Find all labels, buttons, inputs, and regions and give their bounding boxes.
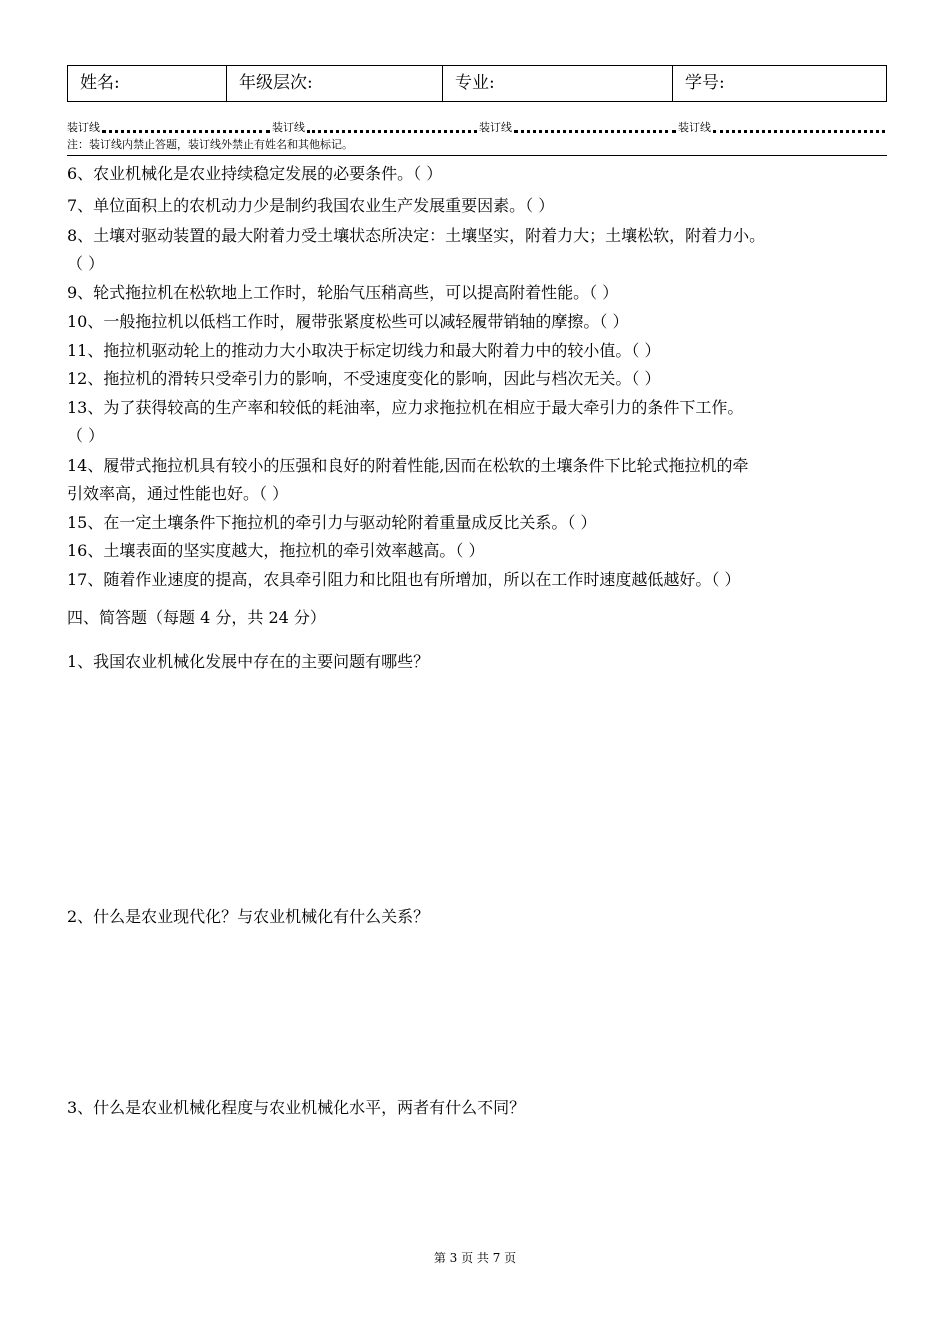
question-14: 14、履带式拖拉机具有较小的压强和良好的附着性能,因而在松软的土壤条件下比轮式拖拉机的牵 — [67, 456, 749, 475]
student-id-field-label: 学号: — [685, 73, 725, 93]
short-answer-2: 2、什么是农业现代化？与农业机械化有什么关系？ — [67, 907, 430, 926]
question-10: 10、一般拖拉机以低档工作时，履带张紧度松些可以减轻履带销轴的摩擦。（ ） — [67, 312, 629, 331]
question-14-cont: 引效率高，通过性能也好。（ ） — [67, 484, 289, 503]
question-8: 8、土壤对驱动装置的最大附着力受土壤状态所决定：土壤坚实，附着力大；土壤松软，附着力小。 — [67, 226, 766, 245]
binding-label-2: 装订线 — [272, 121, 305, 134]
binding-label-3: 装订线 — [479, 121, 512, 134]
short-answer-1: 1、我国农业机械化发展中存在的主要问题有哪些？ — [67, 652, 430, 671]
question-16: 16、土壤表面的坚实度越大，拖拉机的牵引效率越高。（ ） — [67, 541, 485, 560]
student-info-table — [67, 65, 887, 102]
question-13: 13、为了获得较高的生产率和较低的耗油率，应力求拖拉机在相应于最大牵引力的条件下工作。 — [67, 398, 744, 417]
section-4-title: 四、简答题（每题 4 分，共 24 分） — [67, 608, 326, 627]
binding-dots — [102, 123, 270, 133]
binding-label-4: 装订线 — [678, 121, 711, 134]
grade-field-label: 年级层次: — [227, 66, 443, 101]
binding-label-1: 装订线 — [67, 121, 100, 134]
question-17: 17、随着作业速度的提高，农具牵引阻力和比阻也有所增加，所以在工作时速度越低越好。（ ） — [67, 570, 741, 589]
question-12: 12、拖拉机的滑转只受牵引力的影响，不受速度变化的影响，因此与档次无关。（ ） — [67, 369, 661, 388]
question-15: 15、在一定土壤条件下拖拉机的牵引力与驱动轮附着重量成反比关系。（ ） — [67, 513, 597, 532]
binding-dots — [713, 123, 885, 133]
binding-dots — [307, 123, 477, 133]
binding-line — [67, 121, 887, 135]
question-11: 11、拖拉机驱动轮上的推动力大小取决于标定切线力和最大附着力中的较小值。（ ） — [67, 341, 661, 360]
header-divider — [67, 155, 887, 156]
page-number: 第 3 页 共 7 页 — [433, 1251, 517, 1265]
question-13-answer: （ ） — [67, 426, 105, 445]
question-8-answer: （ ） — [67, 254, 105, 273]
name-field-label: 姓名: — [68, 66, 227, 101]
major-field-label: 专业: — [443, 66, 673, 101]
binding-note: 注：装订线内禁止答题，装订线外禁止有姓名和其他标记。 — [67, 138, 353, 151]
question-7: 7、单位面积上的农机动力少是制约我国农业生产发展重要因素。（ ） — [67, 196, 555, 215]
question-9: 9、轮式拖拉机在松软地上工作时，轮胎气压稍高些，可以提高附着性能。（ ） — [67, 283, 619, 302]
short-answer-3: 3、什么是农业机械化程度与农业机械化水平，两者有什么不同？ — [67, 1098, 526, 1117]
question-6: 6、农业机械化是农业持续稳定发展的必要条件。（ ） — [67, 164, 443, 183]
binding-dots — [514, 123, 676, 133]
